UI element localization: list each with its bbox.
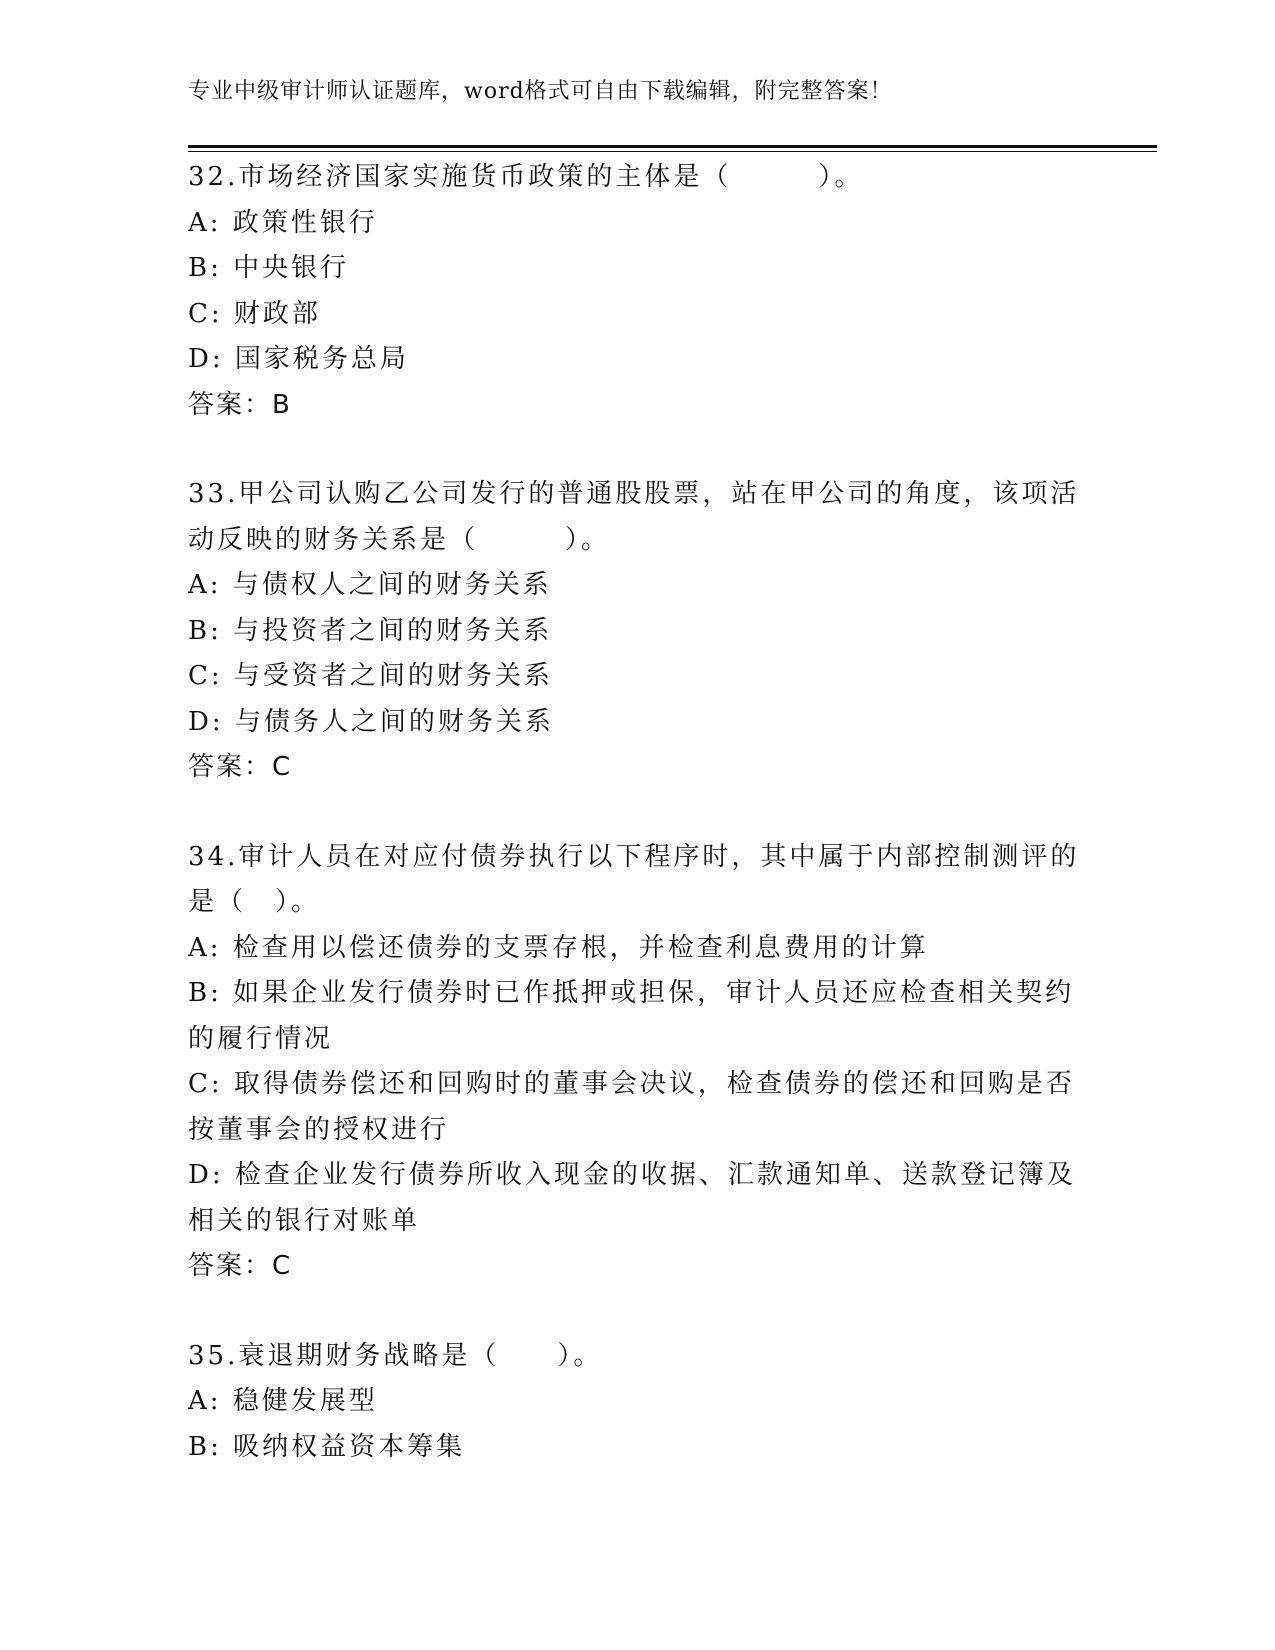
question-stem: 33.甲公司认购乙公司发行的普通股股票，站在甲公司的角度，该项活	[188, 479, 1080, 509]
header-rule-thick	[188, 145, 1157, 148]
question-stem: 35.衰退期财务战略是（ ）。	[188, 1340, 603, 1371]
option-b: B: 中央银行	[188, 253, 350, 283]
question-stem-continued: 是（ ）。	[188, 887, 321, 917]
option-a: A: 稳健发展型	[188, 1386, 378, 1416]
option-d: D: 与债务人之间的财务关系	[188, 706, 554, 737]
page-header: 专业中级审计师认证题库，word格式可自由下载编辑，附完整答案！	[188, 79, 893, 104]
option-a: A: 政策性银行	[188, 207, 378, 238]
header-rule-thin	[188, 151, 1157, 152]
option-b: B: 吸纳权益资本筹集	[188, 1431, 466, 1462]
question-stem: 32.市场经济国家实施货币政策的主体是（ ）。	[188, 162, 864, 192]
option-c: C: 与受资者之间的财务关系	[188, 661, 553, 691]
question-stem: 34.审计人员在对应付债券执行以下程序时，其中属于内部控制测评的	[188, 841, 1080, 872]
option-d: D: 国家税务总局	[188, 344, 409, 374]
question-stem-continued: 动反映的财务关系是（ ）。	[188, 524, 611, 555]
option-b: B: 如果企业发行债券时已作抵押或担保，审计人员还应检查相关契约	[188, 978, 1075, 1008]
option-c: C: 财政部	[188, 298, 321, 329]
option-a: A: 检查用以偿还债券的支票存根，并检查利息费用的计算	[188, 932, 929, 963]
question-list	[188, 155, 1078, 1470]
answer: 答案：C	[188, 1251, 293, 1281]
option-c: C: 取得债券偿还和回购时的董事会决议，检查债券的偿还和回购是否	[188, 1069, 1075, 1099]
option-a: A: 与债权人之间的财务关系	[188, 570, 552, 600]
answer: 答案：C	[188, 752, 293, 782]
option-b: B: 与投资者之间的财务关系	[188, 615, 553, 646]
question-32	[188, 155, 1078, 428]
question-35	[188, 1334, 1078, 1471]
option-b-continued: 的履行情况	[188, 1023, 334, 1054]
option-d: D: 检查企业发行债券所收入现金的收据、汇款通知单、送款登记簿及	[188, 1160, 1076, 1190]
answer: 答案：B	[188, 389, 292, 420]
question-34	[188, 835, 1078, 1290]
option-c-continued: 按董事会的授权进行	[188, 1114, 450, 1145]
question-33	[188, 472, 1078, 791]
option-d-continued: 相关的银行对账单	[188, 1205, 421, 1236]
